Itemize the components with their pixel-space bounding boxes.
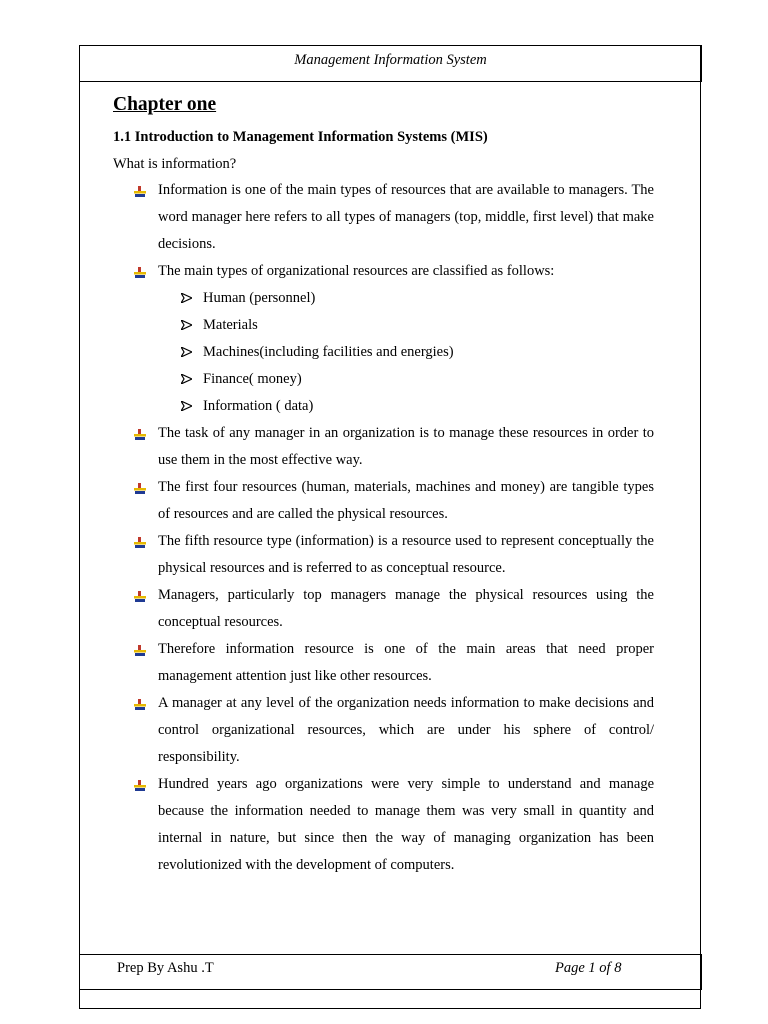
footer-author: Prep By Ashu .T bbox=[117, 960, 214, 976]
resource-types-list bbox=[158, 285, 654, 420]
sub-item-text: Machines(including facilities and energies) bbox=[203, 344, 454, 360]
sub-item-text: Information ( data) bbox=[203, 398, 314, 414]
bullet-text: Hundred years ago organizations were very simple to understand and manage because the information needed to manage them was very small in quantity and internal in nature, but since then the way of managing organization has been revolutionized with the development of computers. bbox=[158, 776, 654, 873]
arrowhead-bullet-icon bbox=[181, 401, 192, 411]
bullet-text: The task of any manager in an organization is to manage these resources in order to use them in the most effective way. bbox=[158, 425, 654, 468]
arrowhead-bullet-icon bbox=[181, 293, 192, 303]
four-color-bullet-icon bbox=[134, 780, 146, 791]
four-color-bullet-icon bbox=[134, 537, 146, 548]
sub-list-item bbox=[203, 339, 654, 366]
four-color-bullet-icon bbox=[134, 591, 146, 602]
sub-list-item bbox=[203, 393, 654, 420]
arrowhead-bullet-icon bbox=[181, 320, 192, 330]
arrowhead-bullet-icon bbox=[181, 374, 192, 384]
bullet-text: The fifth resource type (information) is a resource used to represent conceptually the physical resources and is referred to as conceptual resource. bbox=[158, 533, 654, 576]
bullet-text: The main types of organizational resources are classified as follows: bbox=[158, 263, 555, 279]
four-color-bullet-icon bbox=[134, 699, 146, 710]
list-item bbox=[158, 771, 654, 879]
list-item bbox=[158, 582, 654, 636]
sub-item-text: Human (personnel) bbox=[203, 290, 316, 306]
list-item bbox=[158, 690, 654, 771]
sub-list-item bbox=[203, 285, 654, 312]
sub-list-item bbox=[203, 366, 654, 393]
four-color-bullet-icon bbox=[134, 429, 146, 440]
four-color-bullet-icon bbox=[134, 483, 146, 494]
bullet-text: Therefore information resource is one of the main areas that need proper management attention just like other resources. bbox=[158, 641, 654, 684]
sub-item-text: Finance( money) bbox=[203, 371, 302, 387]
bullet-text: A manager at any level of the organization needs information to make decisions and control organizational resources, which are under his sphere of control/ responsibility. bbox=[158, 695, 654, 765]
sub-item-text: Materials bbox=[203, 317, 258, 333]
section-heading: 1.1 Introduction to Management Information Systems (MIS) bbox=[113, 129, 488, 145]
four-color-bullet-icon bbox=[134, 267, 146, 278]
page-number: Page 1 of 8 bbox=[555, 960, 622, 976]
arrowhead-bullet-icon bbox=[181, 347, 192, 357]
header-title: Management Information System bbox=[294, 52, 487, 68]
bullet-list bbox=[158, 177, 654, 879]
chapter-title: Chapter one bbox=[113, 94, 217, 115]
sub-list-item bbox=[203, 312, 654, 339]
list-item bbox=[158, 258, 654, 420]
list-item bbox=[158, 528, 654, 582]
list-item bbox=[158, 636, 654, 690]
intro-question: What is information? bbox=[113, 156, 237, 172]
bullet-text: The first four resources (human, materials, machines and money) are tangible types of resources and are called the physical resources. bbox=[158, 479, 654, 522]
bullet-text: Managers, particularly top managers manage the physical resources using the conceptual resources. bbox=[158, 587, 654, 630]
four-color-bullet-icon bbox=[134, 186, 146, 197]
list-item bbox=[158, 420, 654, 474]
list-item bbox=[158, 474, 654, 528]
bullet-text: Information is one of the main types of resources that are available to managers. The word manager here refers to all types of managers (top, middle, first level) that make decisions. bbox=[158, 182, 654, 252]
four-color-bullet-icon bbox=[134, 645, 146, 656]
list-item bbox=[158, 177, 654, 258]
